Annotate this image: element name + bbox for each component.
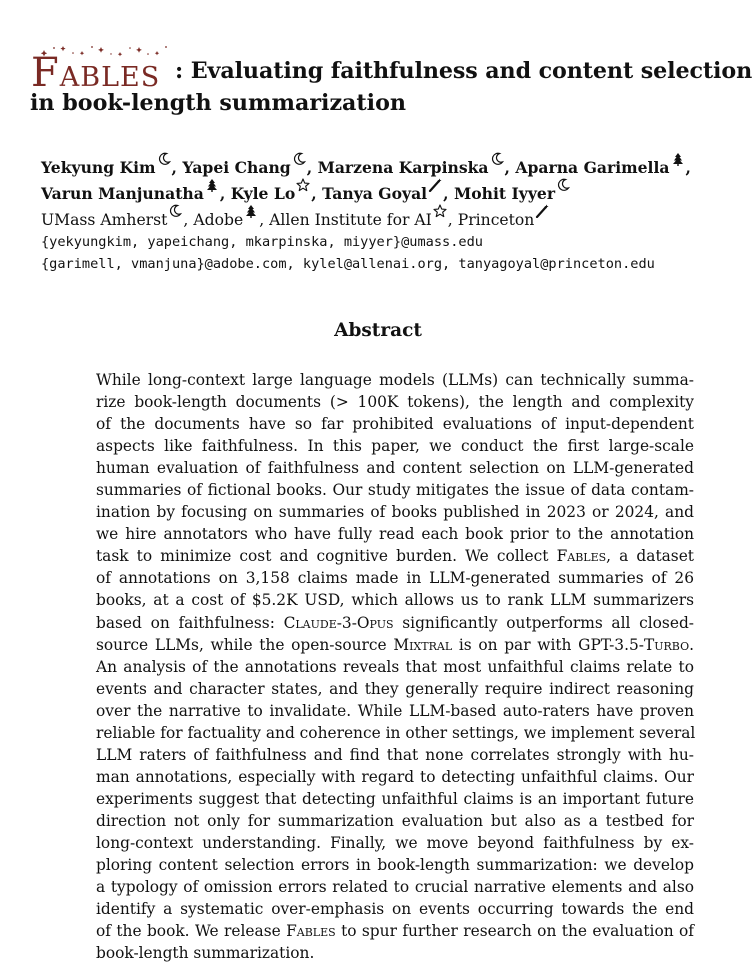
author-line-2 bbox=[41, 181, 751, 207]
email-line-2: {garimell, vmanjuna}@adobe.com, kylel@allenai.org, tanyagoyal@princeton.edu bbox=[41, 256, 655, 272]
abstract-line: direction not only for summarization evaluation but also as a testbed for bbox=[96, 811, 694, 830]
separator: , bbox=[306, 158, 318, 177]
smallcaps-term: Fables bbox=[286, 922, 336, 941]
abstract-line: based on faithfulness: Claude-3-Opus significantly outperforms all closed- bbox=[96, 613, 694, 632]
star-outline-icon bbox=[296, 178, 310, 192]
abstract-line: books, at a cost of $5.2K USD, which allows us to rank LLM summarizers bbox=[96, 591, 694, 610]
abstract-line: book-length summarization. bbox=[96, 944, 315, 963]
email-block bbox=[41, 231, 655, 275]
wand-icon bbox=[535, 204, 549, 218]
author-name: Yapei Chang bbox=[182, 158, 291, 177]
abstract-line: reliable for factuality and coherence in other settings, we implement several bbox=[96, 723, 696, 742]
abstract-line: man annotations, especially with regard to detecting unfaithful claims. Our bbox=[96, 767, 694, 786]
abstract-line: task to minimize cost and cognitive burden. We collect Fables, a dataset bbox=[96, 547, 694, 566]
star-outline-icon bbox=[433, 204, 447, 218]
author-name: Varun Manjunatha bbox=[41, 184, 204, 203]
abstract-line: human evaluation of faithfulness and content selection on LLM-generated bbox=[96, 459, 694, 478]
abstract-line: a typology of omission errors related to crucial narrative elements and also bbox=[96, 878, 694, 897]
smallcaps-term: Mixtral bbox=[393, 635, 453, 654]
fables-logo-graphic bbox=[30, 44, 172, 88]
separator: , bbox=[447, 211, 458, 229]
moon-icon bbox=[292, 152, 306, 166]
moon-icon bbox=[556, 178, 570, 192]
smallcaps-term: Turbo bbox=[643, 635, 690, 654]
abstract-line: While long-context large language models (LLMs) can technically summa- bbox=[96, 371, 694, 389]
separator: , bbox=[183, 211, 194, 229]
affiliation-name: Adobe bbox=[193, 211, 244, 229]
author-name: Yekyung Kim bbox=[41, 158, 156, 177]
abstract-line: over the narrative to invalidate. While LLM-based auto-raters have proven bbox=[96, 701, 694, 720]
author-name: Aparna Garimella bbox=[515, 158, 670, 177]
separator: , bbox=[311, 184, 323, 203]
affiliation-line bbox=[41, 207, 751, 233]
author-name: Tanya Goyal bbox=[322, 184, 428, 203]
smallcaps-term: Fables bbox=[556, 547, 607, 566]
tree-icon bbox=[244, 204, 258, 218]
title-line-1 bbox=[30, 44, 753, 88]
separator: , bbox=[685, 158, 691, 177]
affiliation-name: Princeton bbox=[457, 211, 535, 229]
abstract-line: summaries of fictional books. Our study mitigates the issue of data contam- bbox=[96, 481, 694, 500]
abstract-line: of annotations on 3,158 claims made in LLM-generated summaries of 26 bbox=[96, 569, 694, 588]
smallcaps-term: Claude-3-Opus bbox=[283, 613, 394, 632]
abstract-heading: Abstract bbox=[334, 320, 422, 341]
moon-icon bbox=[490, 152, 504, 166]
tree-icon bbox=[671, 152, 685, 166]
abstract-line: LLM raters of faithfulness and find that none correlates strongly with hu- bbox=[96, 745, 694, 764]
moon-icon bbox=[157, 152, 171, 166]
title-text-line-2: in book-length summarization bbox=[30, 90, 407, 116]
author-name: Marzena Karpinska bbox=[317, 158, 489, 177]
abstract-line: of the documents have so far prohibited evaluations of input-dependent bbox=[96, 415, 694, 434]
abstract-line: long-context understanding. Finally, we move beyond faithfulness by ex- bbox=[96, 833, 694, 852]
separator: , bbox=[219, 184, 231, 203]
paper-title bbox=[30, 44, 753, 116]
email-line-1: {yekyungkim, yapeichang, mkarpinska, miyyer}@umass.edu bbox=[41, 234, 483, 250]
moon-icon bbox=[168, 204, 182, 218]
fables-wordmark: FABLES bbox=[31, 50, 161, 88]
separator: , bbox=[504, 158, 516, 177]
abstract-line: source LLMs, while the open-source Mixtral is on par with GPT-3.5-Turbo. bbox=[96, 635, 694, 654]
abstract-line: rize book-length documents (> 100K tokens), the length and complexity bbox=[96, 393, 694, 412]
abstract-line: An analysis of the annotations reveals that most unfaithful claims relate to bbox=[96, 657, 694, 676]
separator: , bbox=[171, 158, 183, 177]
separator: , bbox=[259, 211, 270, 229]
abstract-line: ploring content selection errors in book-length summarization: we develop bbox=[96, 856, 694, 875]
author-name: Kyle Lo bbox=[230, 184, 296, 203]
affiliation-name: Allen Institute for AI bbox=[269, 211, 432, 229]
abstract-line: we hire annotators who have fully read each book prior to the annotation bbox=[96, 525, 694, 544]
title-text-line-1: : Evaluating faithfulness and content selection bbox=[175, 58, 753, 84]
abstract-line: experiments suggest that detecting unfaithful claims is an important future bbox=[96, 789, 694, 808]
abstract-line: ination by focusing on summaries of books published in 2023 or 2024, and bbox=[96, 503, 694, 522]
author-line-1 bbox=[41, 155, 751, 181]
abstract-line: aspects like faithfulness. In this paper, we conduct the first large-scale bbox=[96, 437, 694, 456]
abstract-line: identify a systematic over-emphasis on events occurring towards the end bbox=[96, 900, 694, 919]
author-name: Mohit Iyyer bbox=[453, 184, 556, 203]
separator: , bbox=[443, 184, 454, 203]
abstract-line: of the book. We release Fables to spur further research on the evaluation of bbox=[96, 922, 694, 941]
author-block bbox=[41, 155, 751, 233]
fables-logo bbox=[30, 44, 172, 88]
wand-icon bbox=[428, 178, 442, 192]
abstract-body bbox=[96, 369, 694, 964]
abstract-line: events and character states, and they generally require indirect reasoning bbox=[96, 679, 694, 698]
affiliation-name: UMass Amherst bbox=[41, 211, 168, 229]
tree-icon bbox=[205, 178, 219, 192]
